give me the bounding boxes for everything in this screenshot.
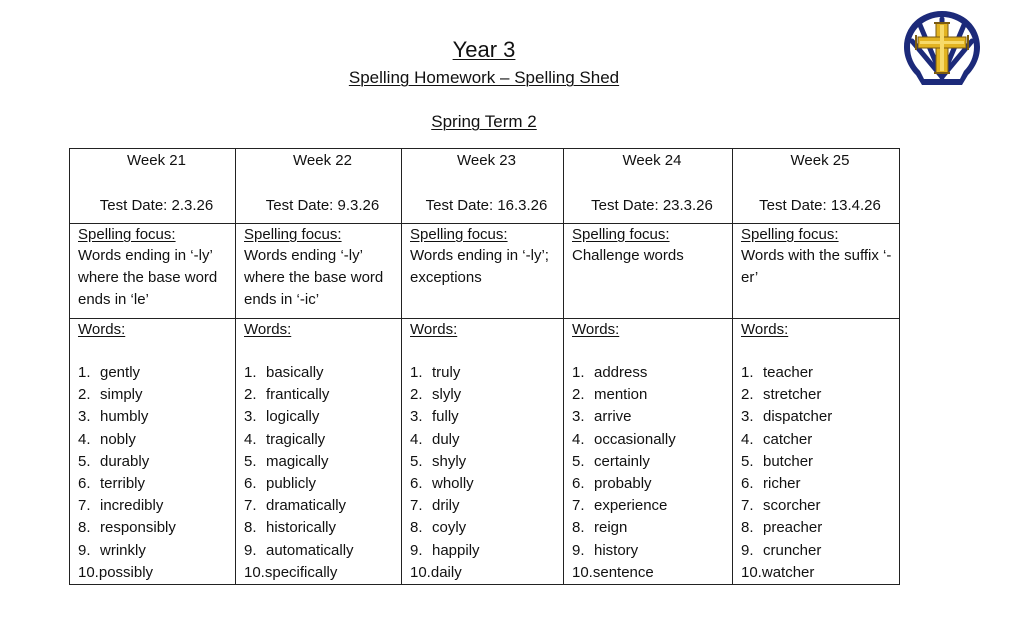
word-text: cruncher — [763, 541, 822, 559]
word-number: 1. — [572, 364, 585, 381]
word-text: slyly — [432, 386, 462, 404]
focus-cell — [402, 224, 564, 319]
focus-text: Words with the suffix ‘-er’ — [741, 247, 892, 286]
word-item — [410, 517, 563, 539]
word-text: possibly — [98, 563, 154, 581]
word-number: 5. — [244, 452, 257, 470]
word-number: 6. — [572, 475, 585, 493]
words-row — [70, 319, 900, 585]
test-date: Test Date: 2.3.26 — [99, 197, 214, 214]
word-number: 5. — [78, 452, 91, 470]
focus-text: Words ending ‘-ly’ where the base word ends in ‘-ic’ — [244, 247, 384, 308]
words-label: Words: — [741, 321, 789, 338]
word-item — [78, 406, 235, 428]
word-item — [410, 451, 563, 473]
word-item — [78, 562, 235, 584]
word-number: 3. — [78, 408, 91, 426]
word-list — [572, 362, 732, 584]
word-text: richer — [763, 475, 801, 493]
test-date: Test Date: 13.4.26 — [759, 197, 881, 214]
focus-cell — [236, 224, 402, 319]
word-item — [78, 451, 235, 473]
word-text: experience — [594, 497, 668, 515]
word-item — [410, 540, 563, 562]
word-text: history — [594, 541, 639, 559]
word-item — [244, 473, 401, 495]
word-list — [244, 362, 401, 584]
week-label: Week 22 — [293, 152, 352, 169]
word-text: watcher — [761, 563, 815, 581]
word-text: preacher — [763, 519, 823, 537]
word-item — [741, 495, 899, 517]
word-item — [244, 451, 401, 473]
week-label: Week 24 — [622, 152, 682, 169]
word-number: 8. — [78, 519, 91, 537]
words-label: Words: — [244, 321, 292, 338]
word-item — [244, 362, 401, 384]
word-text: logically — [266, 408, 320, 426]
word-number: 2. — [410, 386, 423, 404]
word-number: 6. — [410, 475, 423, 493]
word-text: terribly — [100, 475, 146, 493]
word-text: historically — [266, 519, 337, 537]
word-text: truly — [432, 364, 461, 381]
focus-text: Challenge words — [572, 247, 684, 264]
word-item — [741, 429, 899, 451]
word-text: coyly — [432, 519, 467, 537]
word-number: 2. — [244, 386, 257, 404]
word-item — [78, 429, 235, 451]
word-number: 10. — [78, 563, 99, 581]
word-item — [410, 495, 563, 517]
word-text: wholly — [432, 475, 474, 493]
focus-label: Spelling focus: — [572, 226, 670, 243]
word-number: 3. — [244, 408, 257, 426]
word-number: 2. — [78, 386, 91, 404]
term-heading: Spring Term 2 — [431, 112, 537, 131]
word-number: 7. — [410, 497, 423, 515]
word-number: 4. — [741, 430, 754, 448]
word-text: incredibly — [100, 497, 164, 515]
words-label: Words: — [78, 321, 126, 338]
word-number: 9. — [741, 541, 754, 559]
word-number: 8. — [741, 519, 754, 537]
word-text: teacher — [763, 364, 814, 381]
word-item — [741, 473, 899, 495]
words-cell — [733, 319, 900, 585]
word-number: 7. — [741, 497, 754, 515]
word-number: 5. — [741, 452, 754, 470]
word-text: drily — [432, 497, 460, 515]
word-text: simply — [100, 386, 143, 404]
words-cell — [564, 319, 733, 585]
word-item — [244, 406, 401, 428]
words-cell — [236, 319, 402, 585]
word-item — [78, 540, 235, 562]
word-item — [244, 540, 401, 562]
word-text: mention — [594, 386, 648, 404]
word-text: nobly — [100, 430, 136, 448]
page-title: Year 3 — [452, 37, 516, 62]
word-number: 1. — [244, 364, 257, 381]
word-number: 2. — [572, 386, 585, 404]
focus-text: Words ending in ‘-ly’; exceptions — [410, 247, 549, 286]
word-item — [78, 384, 235, 406]
word-text: responsibly — [100, 519, 176, 537]
word-text: magically — [266, 452, 329, 470]
word-text: dramatically — [266, 497, 347, 515]
word-number: 3. — [410, 408, 423, 426]
word-number: 8. — [410, 519, 423, 537]
word-number: 1. — [78, 364, 91, 381]
word-item — [78, 362, 235, 384]
word-item — [572, 451, 732, 473]
word-number: 7. — [78, 497, 91, 515]
word-number: 5. — [410, 452, 423, 470]
word-number: 9. — [410, 541, 423, 559]
focus-row — [70, 224, 900, 319]
word-text: stretcher — [763, 386, 822, 404]
word-number: 6. — [741, 475, 754, 493]
focus-label: Spelling focus: — [741, 226, 839, 243]
word-text: sentence — [592, 563, 654, 581]
word-number: 9. — [572, 541, 585, 559]
word-number: 7. — [244, 497, 257, 515]
word-item — [741, 362, 899, 384]
focus-cell — [733, 224, 900, 319]
word-item — [741, 451, 899, 473]
word-text: reign — [594, 519, 628, 537]
test-date: Test Date: 16.3.26 — [425, 197, 548, 214]
word-list — [78, 362, 235, 584]
word-item — [572, 473, 732, 495]
word-text: gently — [100, 364, 141, 381]
word-number: 10. — [244, 563, 265, 581]
word-item — [244, 495, 401, 517]
focus-label: Spelling focus: — [78, 226, 176, 243]
word-text: occasionally — [594, 430, 676, 448]
word-text: tragically — [266, 430, 326, 448]
focus-label: Spelling focus: — [244, 226, 342, 243]
word-text: certainly — [594, 452, 650, 470]
word-text: fully — [432, 408, 459, 426]
words-cell — [402, 319, 564, 585]
word-item — [741, 406, 899, 428]
word-item — [741, 517, 899, 539]
word-number: 4. — [244, 430, 257, 448]
word-number: 10. — [410, 563, 431, 581]
word-number: 9. — [78, 541, 91, 559]
word-item — [78, 517, 235, 539]
word-number: 5. — [572, 452, 585, 470]
word-item — [741, 562, 899, 584]
word-list — [410, 362, 563, 584]
word-number: 8. — [244, 519, 257, 537]
word-list — [741, 362, 899, 584]
word-item — [572, 495, 732, 517]
word-item — [572, 384, 732, 406]
word-item — [78, 473, 235, 495]
word-number: 6. — [78, 475, 91, 493]
word-item — [410, 406, 563, 428]
word-text: wrinkly — [100, 541, 146, 559]
word-number: 3. — [741, 408, 754, 426]
word-number: 4. — [572, 430, 585, 448]
week-header-cell — [70, 149, 236, 224]
word-number: 10. — [741, 563, 762, 581]
word-number: 10. — [572, 563, 593, 581]
word-text: duly — [432, 430, 460, 448]
word-number: 3. — [572, 408, 585, 426]
words-label: Words: — [410, 321, 458, 338]
word-item — [410, 384, 563, 406]
words-cell — [70, 319, 236, 585]
word-text: catcher — [763, 430, 813, 448]
word-item — [741, 540, 899, 562]
week-header-cell — [236, 149, 402, 224]
focus-text: Words ending in ‘-ly’ where the base word ends in ‘le’ — [78, 247, 218, 308]
words-label: Words: — [572, 321, 620, 338]
week-label: Week 25 — [790, 152, 850, 169]
word-number: 1. — [410, 364, 423, 381]
word-text: publicly — [266, 475, 317, 493]
word-text: dispatcher — [763, 408, 833, 426]
word-number: 7. — [572, 497, 585, 515]
test-date: Test Date: 23.3.26 — [591, 197, 713, 214]
word-item — [244, 384, 401, 406]
word-text: basically — [266, 364, 324, 381]
word-item — [410, 362, 563, 384]
word-item — [410, 473, 563, 495]
word-text: specifically — [264, 563, 338, 581]
week-label: Week 21 — [127, 152, 186, 169]
word-item — [572, 429, 732, 451]
week-label: Week 23 — [457, 152, 516, 169]
word-text: happily — [432, 541, 480, 559]
word-number: 1. — [741, 364, 754, 381]
word-text: daily — [430, 563, 462, 581]
word-item — [78, 495, 235, 517]
word-number: 4. — [78, 430, 91, 448]
focus-cell — [70, 224, 236, 319]
word-number: 2. — [741, 386, 754, 404]
word-item — [410, 429, 563, 451]
word-item — [572, 517, 732, 539]
word-text: durably — [100, 452, 150, 470]
word-text: butcher — [763, 452, 814, 470]
week-header-cell — [402, 149, 564, 224]
word-text: address — [594, 364, 648, 381]
word-number: 6. — [244, 475, 257, 493]
word-number: 9. — [244, 541, 257, 559]
word-text: frantically — [266, 386, 330, 404]
page-subtitle: Spelling Homework – Spelling Shed — [348, 68, 620, 87]
week-header-cell — [733, 149, 900, 224]
week-header-row — [70, 149, 900, 224]
word-text: humbly — [100, 408, 149, 426]
word-item — [572, 562, 732, 584]
word-text: arrive — [594, 408, 632, 426]
word-item — [244, 562, 401, 584]
focus-cell — [564, 224, 733, 319]
word-item — [741, 384, 899, 406]
word-item — [572, 362, 732, 384]
focus-label: Spelling focus: — [410, 226, 508, 243]
word-text: shyly — [432, 452, 467, 470]
word-item — [572, 540, 732, 562]
word-text: scorcher — [763, 497, 821, 515]
word-text: probably — [594, 475, 652, 493]
spelling-table — [69, 148, 900, 585]
week-header-cell — [564, 149, 733, 224]
word-number: 8. — [572, 519, 585, 537]
word-item — [244, 429, 401, 451]
word-item — [244, 517, 401, 539]
word-item — [410, 562, 563, 584]
word-text: automatically — [266, 541, 354, 559]
word-number: 4. — [410, 430, 423, 448]
word-item — [572, 406, 732, 428]
test-date: Test Date: 9.3.26 — [265, 197, 380, 214]
school-crest-icon — [900, 7, 984, 87]
